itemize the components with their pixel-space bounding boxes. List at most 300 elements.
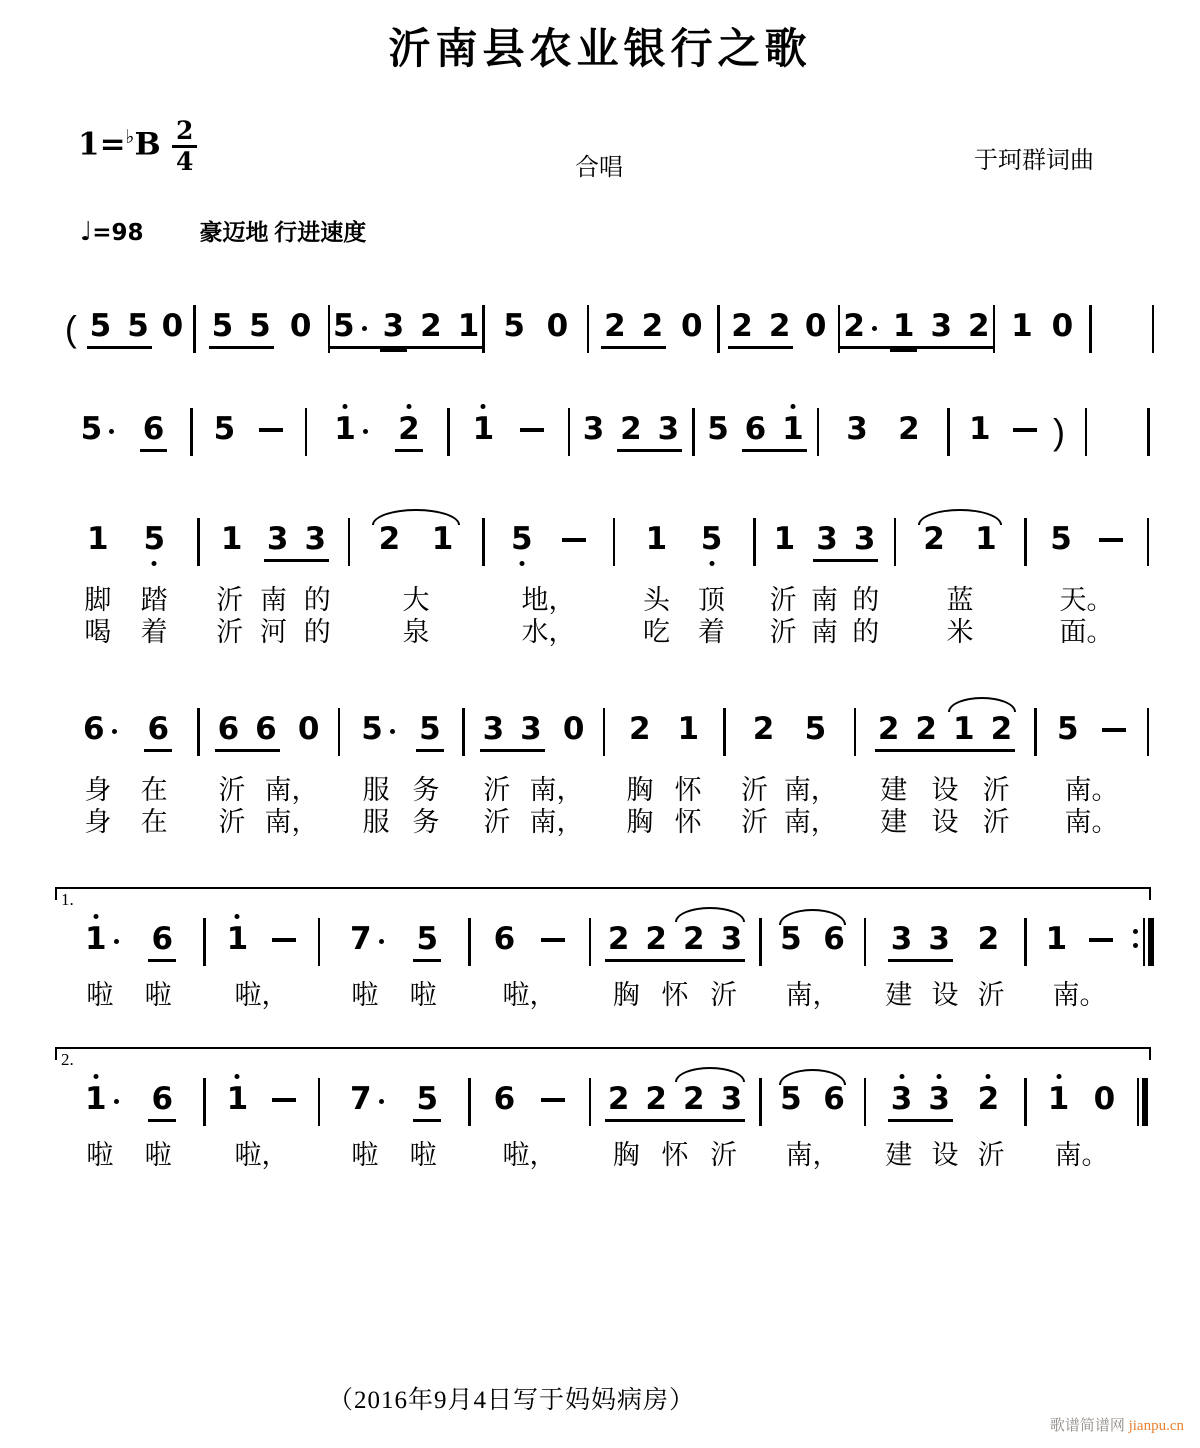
measure (1027, 1078, 1137, 1126)
note (127, 310, 149, 343)
note (221, 523, 243, 556)
note-glyph: 2 (752, 711, 775, 747)
lyrics-cell (756, 586, 894, 616)
lyrics-cell (1027, 981, 1133, 1011)
note (769, 310, 791, 343)
measure (206, 918, 318, 966)
note (65, 310, 77, 348)
lyrics-cell (1027, 586, 1147, 616)
measure (485, 518, 613, 566)
note-group (1054, 713, 1082, 749)
note (81, 413, 115, 446)
note-group (82, 923, 122, 959)
lyric-char: 米 (946, 617, 974, 647)
barline (1143, 918, 1146, 966)
slur (675, 1067, 745, 1082)
measure (307, 408, 447, 456)
note-group (140, 523, 168, 559)
lyric-char: 身 (84, 775, 112, 805)
lyric-char: 沂 (218, 807, 246, 837)
note (645, 923, 667, 956)
watermark-domain: jianpu.cn (1128, 1418, 1184, 1434)
lyric-char: 沂 (218, 775, 246, 805)
octave-dot-above (481, 404, 486, 409)
note-glyph: 0 (1093, 1081, 1116, 1117)
lyric-char: 在 (140, 775, 168, 805)
measure (55, 918, 203, 966)
ensemble-label: 合唱 (575, 155, 623, 181)
note-group (517, 413, 547, 435)
lyrics-cell (605, 808, 723, 838)
note-glyph: 2 (641, 308, 664, 344)
note-glyph: 2 (968, 308, 990, 344)
lyrics-cell (856, 776, 1034, 806)
note (969, 413, 991, 446)
lyrics-cell (591, 1141, 759, 1171)
note (928, 1083, 950, 1116)
note (379, 523, 401, 556)
measure (896, 518, 1024, 566)
note-glyph: 2 (683, 1081, 705, 1117)
sixteenth-underline (890, 349, 918, 352)
note (978, 1083, 1000, 1116)
note-glyph: 2 (978, 1083, 1000, 1116)
lyric-char: 沂 (483, 775, 511, 805)
note-group (777, 923, 805, 959)
lyric-char: 胸 (612, 1140, 640, 1170)
barline-thick (1148, 918, 1154, 966)
note-group (429, 523, 457, 559)
note-group (491, 923, 519, 959)
note (503, 310, 525, 343)
measure (856, 708, 1034, 756)
note-glyph: 5 (127, 308, 149, 344)
note-group (1010, 413, 1068, 454)
note-group (777, 1083, 805, 1119)
lyric-char: 喝 (84, 617, 112, 647)
note (520, 413, 544, 432)
lyrics-cell (340, 776, 462, 806)
note-glyph: 5 (701, 523, 723, 556)
note-glyph: 1 (473, 413, 495, 446)
note (458, 310, 480, 343)
lyric-char: 地， (521, 585, 576, 615)
note (745, 413, 767, 446)
note-glyph: 0 (562, 711, 585, 747)
note (547, 310, 569, 343)
note-glyph: 3 (657, 411, 680, 447)
parenthesis: ) (1053, 411, 1066, 452)
note-glyph: 3 (582, 411, 605, 447)
note-glyph: 2 (843, 308, 865, 344)
dash-note (541, 1098, 565, 1102)
octave-dot-below (709, 561, 714, 566)
note-glyph: 3 (853, 521, 876, 557)
note-group (78, 413, 118, 449)
note-glyph: 6 (151, 1081, 174, 1117)
rhythm-dot (379, 1099, 384, 1104)
lyrics-cell (615, 586, 753, 616)
note (991, 713, 1013, 746)
note (1053, 413, 1065, 451)
note (642, 310, 664, 343)
note (975, 523, 997, 556)
lyric-char: 南， (264, 775, 319, 805)
lyric-char: 沂 (769, 617, 797, 647)
lyric-char: 沂 (982, 807, 1010, 837)
note-group (159, 310, 187, 346)
measure (450, 408, 568, 456)
note (419, 713, 441, 746)
note (214, 413, 236, 446)
lyric-char: 的 (303, 585, 331, 615)
note-group (347, 923, 387, 959)
note-group (626, 713, 654, 749)
note-glyph: 3 (720, 921, 743, 957)
dash-note (1102, 728, 1126, 732)
measure (200, 518, 348, 566)
lyrics-cell (55, 618, 197, 648)
song-title: 沂南县农业银行之歌 (388, 27, 812, 73)
quarter-note-icon: ♩ (80, 217, 93, 247)
note (854, 523, 876, 556)
lyrics-cell (465, 776, 603, 806)
measure (591, 1078, 759, 1126)
note-group (62, 310, 80, 351)
volta-bracket (55, 1047, 1151, 1069)
staff-row (55, 918, 1147, 966)
note-glyph: 3 (816, 521, 838, 557)
note-group (643, 523, 671, 559)
music-system (55, 305, 1147, 353)
note (805, 310, 827, 343)
note-glyph: 1 (968, 411, 991, 447)
note-glyph: 2 (683, 921, 705, 957)
note (416, 923, 438, 956)
note (212, 310, 234, 343)
note (350, 1083, 384, 1116)
note-group (376, 523, 404, 559)
note-group (605, 923, 745, 962)
flat-icon: ♭ (125, 126, 135, 148)
note (978, 923, 1000, 956)
lyrics-cell (350, 618, 482, 648)
note-glyph: 2 (877, 711, 900, 747)
lyrics-cell (856, 808, 1034, 838)
barline (1147, 408, 1150, 456)
rhythm-dot (362, 326, 367, 331)
measure (55, 708, 197, 756)
note-glyph: 1 (431, 521, 454, 557)
note (83, 713, 117, 746)
octave-dot-above (790, 404, 795, 409)
lyric-char: 踏 (140, 585, 168, 615)
note-glyph: 1 (86, 521, 109, 557)
lyrics-cell (200, 808, 338, 838)
lyric-char: 设 (931, 775, 959, 805)
lyric-char: 务 (412, 775, 440, 805)
note-glyph: 2 (398, 413, 420, 446)
lyric-char: 胸 (626, 807, 654, 837)
lyric-char: 沂 (710, 980, 738, 1010)
note (816, 523, 838, 556)
note (298, 713, 320, 746)
note (420, 310, 442, 343)
note-glyph: 1 (85, 1083, 107, 1116)
note-group (84, 523, 112, 559)
note-group (1099, 713, 1129, 735)
note (683, 1083, 705, 1116)
note-glyph: 3 (304, 521, 327, 557)
note (1094, 1083, 1116, 1116)
lyric-char: 南。 (1064, 807, 1119, 837)
lyric-char: 建 (885, 1140, 913, 1170)
note-group (1091, 1083, 1119, 1119)
lyric-char: 着 (698, 617, 725, 647)
note (604, 310, 626, 343)
measure (55, 1078, 203, 1126)
note-group (395, 413, 423, 452)
note-glyph: 5 (511, 523, 533, 556)
note (780, 923, 802, 956)
octave-dot-below (519, 561, 524, 566)
lyric-char: 啦 (144, 1140, 172, 1170)
note-glyph: 1 (457, 308, 480, 344)
lyric-char: 水， (521, 617, 576, 647)
note-glyph: 6 (255, 711, 277, 747)
lyric-char: 设 (931, 1140, 959, 1170)
note-glyph: 2 (645, 921, 667, 957)
note-group (331, 413, 371, 449)
note (707, 413, 729, 446)
measure (340, 708, 462, 756)
lyric-char: 南。 (1064, 775, 1119, 805)
note-group (148, 923, 176, 962)
lyrics-cell (206, 1141, 318, 1171)
music-system (55, 1050, 1147, 1126)
measure (570, 408, 692, 456)
note-group (1049, 310, 1077, 346)
measure (1037, 708, 1147, 756)
note-group (218, 523, 246, 559)
rhythm-dot (114, 939, 119, 944)
lyric-char: 沂 (483, 807, 511, 837)
note-glyph: 2 (378, 521, 401, 557)
meter-numerator: 2 (172, 118, 197, 148)
measure (320, 918, 468, 966)
lyrics-cell (465, 808, 603, 838)
octave-dot-above (343, 404, 348, 409)
note-glyph: 1 (782, 413, 804, 446)
note-group (875, 713, 1015, 752)
note-glyph: 2 (915, 711, 937, 747)
key-signature (78, 126, 161, 162)
lyrics-cell (896, 586, 1024, 616)
note (563, 713, 585, 746)
lyric-char: 泉 (402, 617, 430, 647)
note (968, 310, 990, 343)
note (562, 523, 586, 542)
lyrics-cell (1027, 1141, 1137, 1171)
lyric-char: 南， (264, 807, 319, 837)
note-group (888, 923, 953, 962)
lyrics-cell (591, 981, 759, 1011)
note-group (975, 1083, 1003, 1119)
note-group (1008, 310, 1036, 346)
lyrics-cell (350, 586, 482, 616)
note (1011, 310, 1033, 343)
note (878, 713, 900, 746)
note-group (144, 713, 172, 752)
note-glyph: 2 (768, 308, 791, 344)
lyrics-cell (320, 981, 468, 1011)
lyrics-cell (762, 1141, 864, 1171)
lyric-char: 南 (260, 585, 287, 615)
note (1057, 713, 1079, 746)
note-glyph: 6 (823, 921, 845, 957)
note (1046, 923, 1068, 956)
dash-note (1013, 428, 1037, 432)
note-glyph: 2 (620, 411, 642, 447)
note-group (224, 923, 252, 959)
measure (193, 408, 305, 456)
music-system (55, 408, 1147, 456)
dash-note (272, 938, 296, 942)
note-group (413, 923, 441, 962)
note (608, 923, 630, 956)
note (541, 1083, 565, 1102)
note-group (500, 310, 528, 346)
footer-note: （2016年9月4日写于妈妈病房） (328, 1387, 696, 1414)
lyrics-cell (615, 618, 753, 648)
note (915, 713, 937, 746)
staff-row (55, 408, 1147, 456)
note-glyph: 2 (990, 711, 1013, 747)
lyric-char: 南， (785, 1140, 840, 1170)
note-glyph: 2 (923, 521, 945, 557)
measure (200, 708, 338, 756)
note (658, 413, 680, 446)
lyric-char: 吃 (643, 617, 670, 647)
music-system (55, 708, 1147, 756)
rhythm-dot (390, 729, 395, 734)
note-glyph: 5 (333, 308, 355, 344)
lyrics-cell (320, 1141, 468, 1171)
note (701, 523, 723, 556)
note-group (820, 923, 848, 959)
note-group (580, 413, 608, 449)
lyric-char: 南 (811, 617, 838, 647)
note-glyph: 5 (213, 411, 236, 447)
lyrics-cell (1027, 618, 1147, 648)
note-glyph: 6 (493, 921, 516, 957)
lyrics-cell (471, 1141, 589, 1171)
lyrics-cell (340, 808, 462, 838)
note (681, 310, 703, 343)
lyric-char: 设 (931, 980, 959, 1010)
note (891, 923, 913, 956)
lyric-char: 设 (931, 807, 959, 837)
octave-dot-above (93, 914, 98, 919)
note-group (1086, 923, 1116, 945)
note-group (802, 310, 830, 346)
dash-note (562, 538, 586, 542)
note (151, 1083, 173, 1116)
lyric-char: 胸 (626, 775, 654, 805)
octave-dot-above (93, 1074, 98, 1079)
measure (196, 305, 328, 353)
dash-note (259, 428, 283, 432)
note-group (538, 1083, 568, 1105)
note (1102, 713, 1126, 732)
note-glyph: 1 (227, 1083, 249, 1116)
note-glyph: 7 (349, 1081, 372, 1117)
measure (55, 305, 193, 353)
note-glyph: 2 (607, 1081, 630, 1117)
measure (485, 305, 587, 353)
sixteenth-underline (380, 349, 408, 352)
note (846, 413, 868, 446)
slur (675, 907, 745, 922)
note-glyph: 5 (249, 308, 271, 344)
measure (819, 408, 947, 456)
lyric-char: 南， (783, 807, 838, 837)
lyric-char: 的 (303, 617, 331, 647)
note (928, 923, 950, 956)
note-group (87, 310, 152, 349)
note-glyph: 2 (628, 711, 651, 747)
measure (350, 518, 482, 566)
lyric-char: 南， (529, 775, 584, 805)
note-group (358, 713, 398, 749)
note (629, 713, 651, 746)
note-glyph: 5 (804, 711, 827, 747)
note-glyph: 0 (297, 711, 320, 747)
note-glyph: 1 (220, 521, 243, 557)
dash-note (541, 938, 565, 942)
lyric-char: 沂 (741, 807, 769, 837)
note (843, 310, 877, 343)
note (898, 413, 920, 446)
lyric-char: 面。 (1059, 617, 1114, 647)
note (782, 413, 804, 446)
measure (55, 518, 197, 566)
watermark (1050, 1414, 1184, 1435)
note (398, 413, 420, 446)
lyric-char: 在 (140, 807, 168, 837)
measure (589, 305, 717, 353)
octave-dot-above (1056, 1074, 1061, 1079)
measure (1092, 305, 1152, 353)
note-glyph: 1 (1011, 308, 1033, 344)
note-group (813, 523, 878, 562)
note (87, 523, 109, 556)
note-glyph: 2 (645, 1081, 667, 1117)
note-glyph: 0 (289, 308, 312, 344)
note-glyph: 0 (804, 308, 827, 344)
note (774, 523, 796, 556)
lyric-char: 的 (852, 617, 880, 647)
measure (756, 518, 894, 566)
note (334, 413, 368, 446)
note-glyph: 5 (89, 308, 112, 344)
note-group (224, 1083, 252, 1119)
measure (950, 408, 1085, 456)
lyric-char: 啦 (351, 1140, 379, 1170)
key-prefix: 1= (78, 126, 126, 163)
note (333, 310, 367, 343)
measure (866, 918, 1024, 966)
